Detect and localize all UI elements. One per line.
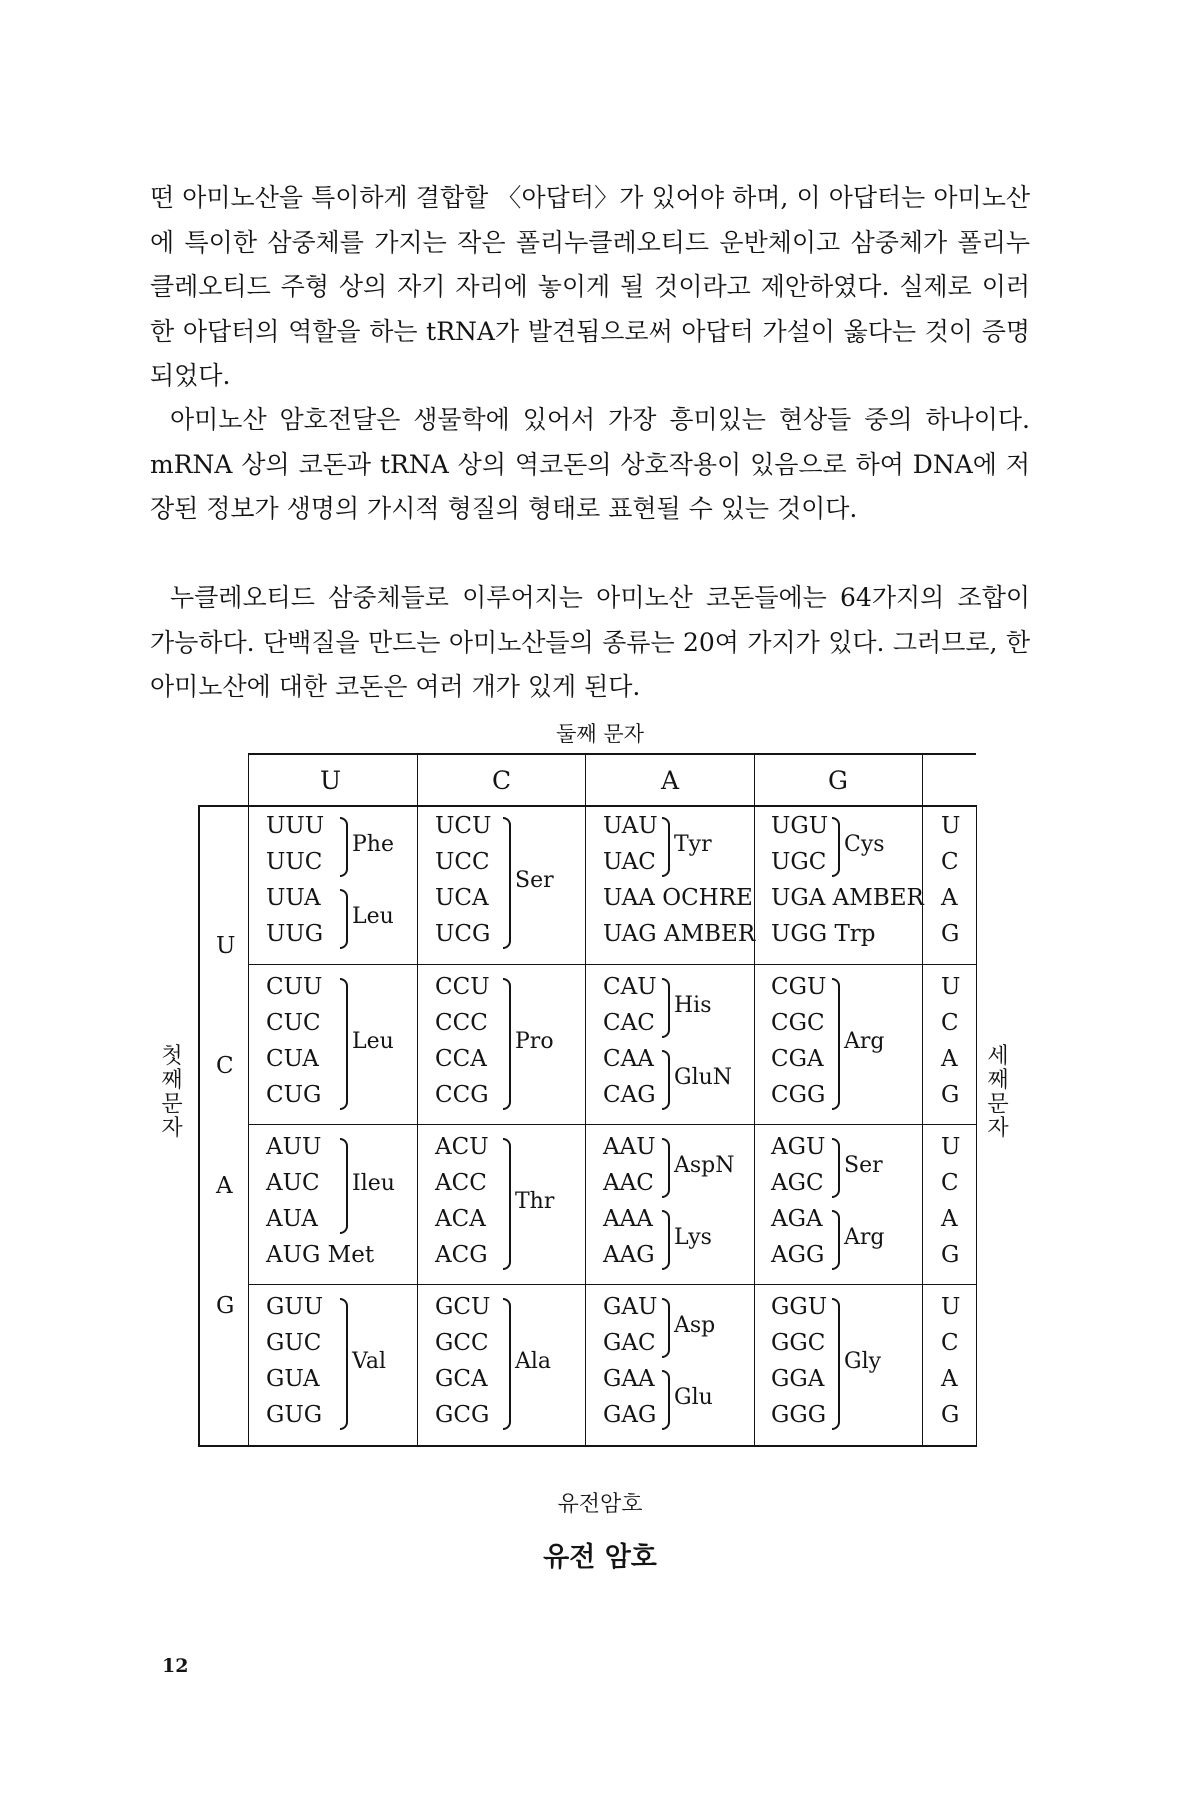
row-header-u: U — [216, 933, 236, 959]
codon-gg-1: GGC — [771, 1330, 826, 1356]
third-letter-c-c: C — [941, 1010, 959, 1036]
codon-ua-1: UAC — [603, 849, 656, 875]
amino-acid-ug-0: Cys — [844, 832, 885, 857]
row-header-a: A — [216, 1173, 233, 1199]
codon-ca-2: CAA — [603, 1046, 654, 1072]
codon-cu-1: CUC — [266, 1010, 321, 1036]
codon-cg-3: CGG — [771, 1082, 826, 1108]
col-header-u: U — [320, 766, 342, 795]
paragraph-1: 떤 아미노산을 특이하게 결합할 〈아답터〉가 있어야 하며, 이 아답터는 아미노산에 특이한 삼중체를 가지는 작은 폴리누클레오티드 운반체이고 삼중체가 폴리누클레오티드 주형 상의 자기 자리에 놓이게 될 것이라고 제안하였다. 실제로 이러한 아답터의 역할을 하는 tRNA가 발견됨으로써 아답터 가설이 옳다는 것이 증명되었다. — [150, 183, 1030, 390]
table-rule-v3 — [585, 755, 586, 1445]
paragraph-3: 누클레오티드 삼중체들로 이루어지는 아미노산 코돈들에는 64가지의 조합이 가능하다. 단백질을 만드는 아미노산들의 종류는 20여 가지가 있다. 그러므로, 한 아미노산에 대한 코돈은 여러 개가 있게 된다. — [150, 583, 1030, 701]
codon-ga-3: GAG — [603, 1402, 657, 1428]
third-letter-u-g: G — [941, 921, 960, 947]
paragraph-2: 아미노산 암호전달은 생물학에 있어서 가장 흥미있는 현상들 중의 하나이다. mRNA 상의 코돈과 tRNA 상의 역코돈의 상호작용이 있음으로 하여 DNA에 저장된 정보가 생명의 가시적 형질의 형태로 표현될 수 있는 것이다. — [150, 405, 1030, 523]
third-letter-c-u: U — [941, 974, 961, 1000]
brace-cg-0 — [832, 978, 840, 1110]
codon-au-0: AUU — [266, 1134, 322, 1160]
amino-acid-ga-0: Asp — [674, 1313, 716, 1338]
codon-au-3: AUG Met — [266, 1242, 375, 1268]
codon-gu-3: GUG — [266, 1402, 323, 1428]
codon-uu-3: UUG — [266, 921, 324, 947]
amino-acid-aa-0: AspN — [674, 1153, 735, 1178]
amino-acid-uu-1: Leu — [352, 904, 394, 929]
third-letter-c-g: G — [941, 1082, 960, 1108]
table-caption: 유전암호 — [557, 1492, 643, 1517]
codon-uc-2: UCA — [435, 885, 489, 911]
row-header-g: G — [216, 1293, 235, 1319]
third-letter-g-g: G — [941, 1402, 960, 1428]
amino-acid-au-0: Ileu — [352, 1171, 395, 1196]
codon-gc-1: GCC — [435, 1330, 489, 1356]
figure-title: 유전 암호 — [543, 1542, 657, 1573]
brace-aa-0 — [662, 1138, 670, 1198]
codon-ug-3: UGG Trp — [771, 921, 876, 947]
codon-ua-0: UAU — [603, 813, 658, 839]
codon-ug-2: UGA AMBER — [771, 885, 924, 911]
codon-gu-2: GUA — [266, 1366, 320, 1392]
brace-ag-0 — [832, 1138, 840, 1198]
third-letter-a-c: C — [941, 1170, 959, 1196]
codon-aa-1: AAC — [603, 1170, 654, 1196]
amino-acid-ag-1: Arg — [844, 1225, 885, 1250]
codon-gg-3: GGG — [771, 1402, 827, 1428]
amino-acid-aa-1: Lys — [674, 1225, 712, 1250]
codon-gu-1: GUC — [266, 1330, 322, 1356]
brace-ag-1 — [832, 1210, 840, 1270]
codon-uc-3: UCG — [435, 921, 491, 947]
brace-au-0 — [340, 1138, 348, 1234]
brace-ga-0 — [662, 1298, 670, 1358]
codon-gg-2: GGA — [771, 1366, 825, 1392]
amino-acid-cu-0: Leu — [352, 1029, 394, 1054]
table-rule-row1 — [248, 964, 976, 965]
third-letter-a-a: A — [941, 1206, 958, 1232]
brace-uu-1 — [340, 889, 348, 949]
codon-ga-2: GAA — [603, 1366, 655, 1392]
codon-au-2: AUA — [266, 1206, 318, 1232]
codon-ga-1: GAC — [603, 1330, 656, 1356]
third-letter-g-c: C — [941, 1330, 959, 1356]
brace-gc-0 — [503, 1298, 511, 1430]
table-rule-row3 — [248, 1284, 976, 1285]
codon-gc-0: GCU — [435, 1294, 491, 1320]
codon-ug-1: UGC — [771, 849, 827, 875]
codon-uu-1: UUC — [266, 849, 323, 875]
third-letter-label: 세째 문자 — [987, 1044, 1009, 1141]
brace-ug-0 — [832, 817, 840, 877]
codon-uu-2: UUA — [266, 885, 321, 911]
col-header-c: C — [492, 766, 512, 795]
codon-ug-0: UGU — [771, 813, 829, 839]
third-letter-a-g: G — [941, 1242, 960, 1268]
codon-ca-3: CAG — [603, 1082, 656, 1108]
col-header-g: G — [828, 766, 848, 795]
amino-acid-ga-1: Glu — [674, 1385, 713, 1410]
amino-acid-uu-0: Phe — [352, 832, 394, 857]
brace-ca-0 — [662, 978, 670, 1038]
first-letter-label: 첫째 문자 — [161, 1044, 183, 1141]
amino-acid-ag-0: Ser — [844, 1153, 883, 1178]
amino-acid-gc-0: Ala — [515, 1349, 552, 1374]
amino-acid-ac-0: Thr — [515, 1189, 555, 1214]
codon-gu-0: GUU — [266, 1294, 324, 1320]
third-letter-u-c: C — [941, 849, 959, 875]
codon-ca-1: CAC — [603, 1010, 655, 1036]
table-rule-v5 — [922, 755, 923, 1445]
codon-ac-2: ACA — [435, 1206, 486, 1232]
codon-ac-3: ACG — [435, 1242, 488, 1268]
amino-acid-uc-0: Ser — [515, 868, 554, 893]
codon-cc-1: CCC — [435, 1010, 488, 1036]
table-rule-top — [248, 753, 976, 755]
codon-au-1: AUC — [266, 1170, 320, 1196]
third-letter-a-u: U — [941, 1134, 961, 1160]
table-rule-v1 — [248, 755, 249, 1445]
codon-ag-3: AGG — [771, 1242, 825, 1268]
brace-cc-0 — [503, 978, 511, 1110]
codon-cu-3: CUG — [266, 1082, 322, 1108]
codon-aa-2: AAA — [603, 1206, 653, 1232]
codon-cc-0: CCU — [435, 974, 490, 1000]
codon-uc-1: UCC — [435, 849, 490, 875]
third-letter-g-u: U — [941, 1294, 961, 1320]
codon-cc-2: CCA — [435, 1046, 487, 1072]
third-letter-u-a: A — [941, 885, 958, 911]
table-rule-v4 — [754, 755, 755, 1445]
codon-ua-2: UAA OCHRE — [603, 885, 753, 911]
third-letter-u-u: U — [941, 813, 961, 839]
brace-uc-0 — [503, 817, 511, 949]
amino-acid-gu-0: Val — [352, 1349, 387, 1374]
second-letter-label: 둘째 문자 — [556, 722, 644, 746]
codon-ag-1: AGC — [771, 1170, 824, 1196]
row-header-c: C — [216, 1053, 234, 1079]
codon-cu-2: CUA — [266, 1046, 319, 1072]
brace-ua-0 — [662, 817, 670, 877]
page-number: 12 — [162, 1655, 189, 1677]
codon-gc-2: GCA — [435, 1366, 488, 1392]
table-rule-left — [198, 805, 200, 1447]
codon-aa-0: AAU — [603, 1134, 656, 1160]
codon-gc-3: GCG — [435, 1402, 490, 1428]
amino-acid-gg-0: Gly — [844, 1349, 882, 1374]
amino-acid-cc-0: Pro — [515, 1029, 554, 1054]
brace-ac-0 — [503, 1138, 511, 1270]
codon-cc-3: CCG — [435, 1082, 489, 1108]
codon-cg-2: CGA — [771, 1046, 824, 1072]
brace-gu-0 — [340, 1298, 348, 1430]
codon-gg-0: GGU — [771, 1294, 828, 1320]
table-rule-right — [976, 805, 977, 1447]
brace-aa-1 — [662, 1210, 670, 1270]
codon-ua-3: UAG AMBER — [603, 921, 756, 947]
table-rule-v2 — [417, 755, 418, 1445]
amino-acid-ca-1: GluN — [674, 1065, 733, 1090]
codon-ag-0: AGU — [771, 1134, 826, 1160]
brace-ga-1 — [662, 1370, 670, 1430]
amino-acid-ca-0: His — [674, 993, 712, 1018]
table-rule-row2 — [248, 1124, 976, 1125]
codon-uu-0: UUU — [266, 813, 325, 839]
codon-cg-1: CGC — [771, 1010, 825, 1036]
codon-ga-0: GAU — [603, 1294, 658, 1320]
codon-ac-0: ACU — [435, 1134, 489, 1160]
third-letter-g-a: A — [941, 1366, 958, 1392]
amino-acid-ua-0: Tyr — [674, 832, 712, 857]
codon-cg-0: CGU — [771, 974, 827, 1000]
amino-acid-cg-0: Arg — [844, 1029, 885, 1054]
table-rule-header — [198, 805, 976, 807]
brace-cu-0 — [340, 978, 348, 1110]
col-header-a: A — [661, 766, 680, 795]
brace-gg-0 — [832, 1298, 840, 1430]
brace-uu-0 — [340, 817, 348, 877]
brace-ca-1 — [662, 1050, 670, 1110]
table-rule-bottom — [198, 1445, 976, 1447]
codon-aa-3: AAG — [603, 1242, 655, 1268]
codon-ac-1: ACC — [435, 1170, 487, 1196]
codon-ca-0: CAU — [603, 974, 657, 1000]
codon-ag-2: AGA — [771, 1206, 823, 1232]
codon-cu-0: CUU — [266, 974, 323, 1000]
third-letter-c-a: A — [941, 1046, 958, 1072]
codon-uc-0: UCU — [435, 813, 492, 839]
